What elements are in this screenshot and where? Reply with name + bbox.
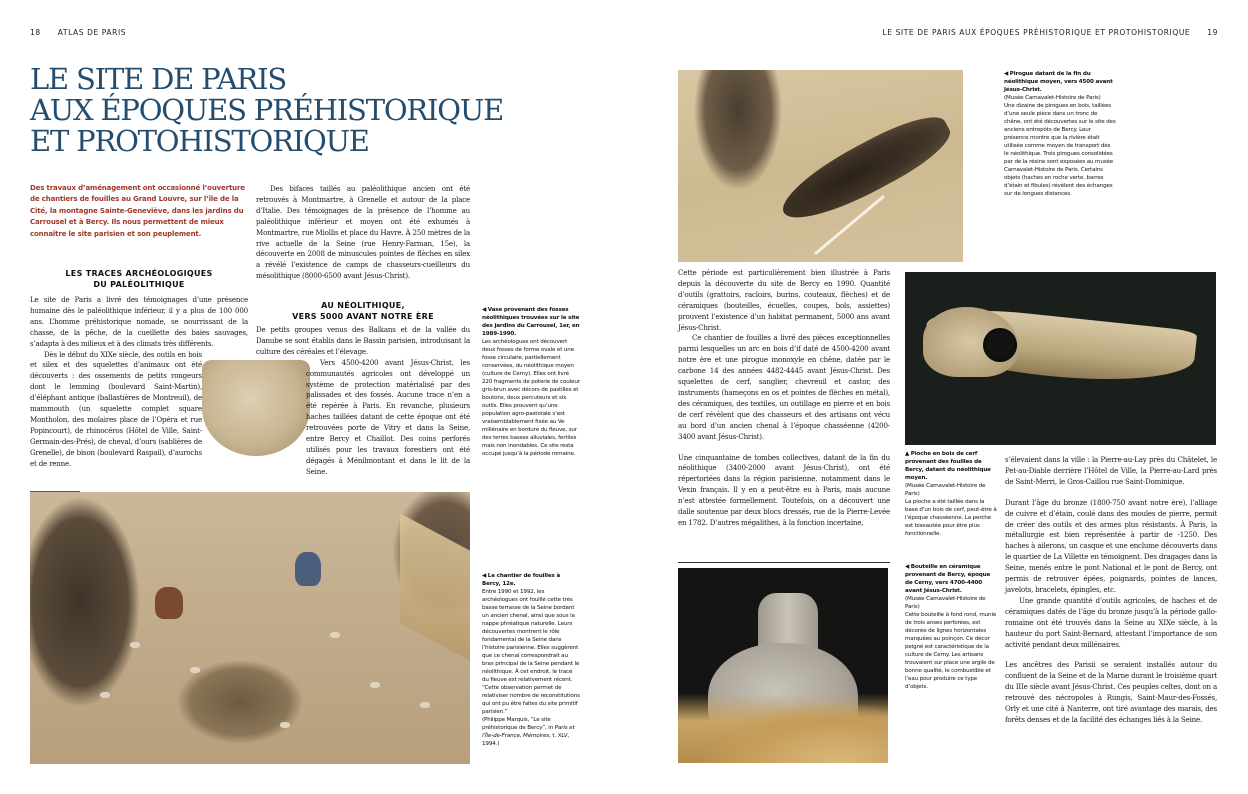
paragraph: Vers 4500-4200 avant Jésus-Christ, les communautés agricoles ont développé un système de protection matérialisé par des palissades et des fossés. Aucune trace n’en a été repérée à Paris. En revanche, plusieurs haches taillées datant de cette époque ont été retrouvées porte de Vitry et dans la Seine, entre Bercy et Chaillot. Des coins perforés utilisés pour les travaux forestiers ont été dégagés à Ménilmontant et dans le lit de la Seine. bbox=[306, 357, 470, 476]
arrow-left-icon: ◀ bbox=[1004, 71, 1009, 77]
page-number-left: 18 bbox=[30, 28, 41, 37]
caption-dig bbox=[482, 572, 580, 748]
paragraph: De petits groupes venus des Balkans et de la vallée du Danube se sont établis dans le Bassin parisien, introduisant la culture des céréales et l’élevage. bbox=[256, 325, 470, 356]
right-folio bbox=[882, 28, 1218, 37]
caption-source bbox=[482, 716, 580, 748]
paragraph: Ce chantier de fouilles a livré des pièces exceptionnelles parmi lesquelles un arc en bois d’if daté de 4500-4200 avant notre ère et une pirogue monoxyle en chêne, datée par le carbone 14 des années 4482-4445 avant Jésus-Christ. Des squelettes de cerf, sanglier, chevreuil et castor, des instruments (hameçons en os et pointes de flèches en métal), des céramiques, des textiles, un outillage en pierre et en bois de cerf révèlent que des chasseurs et des artisans ont vécu au bord d’un ancien chenal à l’époque chasséenne (4200-3400 avant Jésus-Christ). bbox=[678, 333, 890, 441]
caption-heading: Pirogue datant de la fin du néolithique moyen, vers 4500 avant Jésus-Christ. bbox=[1004, 71, 1113, 93]
column-4 bbox=[1005, 455, 1217, 726]
pirogue-shape bbox=[773, 104, 959, 233]
paragraph: Le site de Paris a livré des témoignages d’une présence humaine dès le paléolithique inférieur, il y a plus de 100 000 ans. L’homme préhistorique nomade, se nourrissant de la chasse, de la pêche, de la cueillette des baies sauvages, s’adapta à des milieux et à des climats très différents. bbox=[30, 295, 248, 348]
source-suffix: , t. XLV, 1994.) bbox=[482, 733, 570, 747]
arrow-left-icon: ◀ bbox=[482, 573, 487, 579]
stone bbox=[330, 632, 340, 638]
paragraph: Les ancêtres des Parisii se seraient installés autour du confluent de la Seine et de la Marne durant le troisième quart du IIIe siècle avant Jésus-Christ. Ces peuples celtes, dont on a retrouvé des nécropoles à Rungis, Saint-Maur-des-Fossés, Orly et une cité à Nanterre, ont tiré avantage des marais, des forêts denses et de la facilité des échanges liés à la Seine. bbox=[1005, 660, 1217, 724]
section-heading-neolithique bbox=[256, 300, 470, 322]
running-head-right: LE SITE DE PARIS AUX ÉPOQUES PRÉHISTORIQUE ET PROTOHISTORIQUE bbox=[882, 28, 1191, 37]
page-number-right: 19 bbox=[1207, 28, 1218, 37]
caption-credit: (Musée Carnavalet-Histoire de Paris) bbox=[1004, 95, 1101, 101]
caption-credit: (Musée Carnavalet-Histoire de Paris) bbox=[905, 483, 986, 497]
archaeologist-figure bbox=[155, 587, 183, 619]
page-title bbox=[30, 64, 530, 157]
title-line: ET PROTOHISTORIQUE bbox=[30, 124, 369, 158]
stone bbox=[130, 642, 140, 648]
stone bbox=[370, 682, 380, 688]
column-2-section-2 bbox=[256, 325, 470, 478]
caption-pioche bbox=[905, 450, 997, 538]
shaft-hole bbox=[983, 328, 1017, 362]
caption-text: Entre 1990 et 1992, les archéologues ont fouillé cette très basse terrasse de la Seine bordant un ancien chenal, ainsi que sous la nappe phréatique naturelle. Leurs découvertes montrent le rôle fondamental de la Seine dans l’histoire parisienne. Elles suggèrent que ce chenal correspondrait au bras principal de la Seine pendant le néolithique. À cet endroit, le tracé du fleuve est relativement récent. bbox=[482, 589, 580, 683]
stone bbox=[100, 692, 110, 698]
paragraph: Une cinquantaine de tombes collectives, datant de la fin du néolithique (3400-2000 avant Jésus-Christ), ont été répertoriées dans la région parisienne, notamment dans le Vexin français. Il y en a peut-être eu à Paris, mais aucune n’est attestée formellement. Toutefois, on a découvert une dalle soutenue par deux blocs dressés, rue de la Pierre-Levée en 1782. D’autres mégalithes, à la fonction incertaine, bbox=[678, 452, 890, 527]
stone bbox=[190, 667, 200, 673]
column-divider bbox=[678, 562, 890, 563]
pioche-photo bbox=[905, 272, 1216, 445]
caption-credit: (Musée Carnavalet-Histoire de Paris) bbox=[905, 596, 986, 610]
caption-pirogue bbox=[1004, 70, 1116, 198]
source-prefix: (Philippe Marquis, “Le site préhistorique de Bercy”, in bbox=[482, 717, 555, 731]
section-heading-paleolithique bbox=[30, 268, 248, 290]
column-3 bbox=[678, 268, 890, 529]
bouteille-photo bbox=[678, 568, 888, 763]
source-title: Paris et l’Île-de-France, Mémoires bbox=[482, 725, 575, 739]
heading-line: LES TRACES ARCHÉOLOGIQUES bbox=[65, 269, 213, 278]
heading-line: DU PALÉOLITHIQUE bbox=[93, 280, 185, 289]
heading-line: AU NÉOLITHIQUE, bbox=[321, 301, 405, 310]
lead-paragraph: Des travaux d’aménagement ont occasionné l’ouverture de chantiers de fouilles au Grand Louvre, sur l’île de la Cité, la montagne Sainte-Geneviève, dans les jardins du Carrousel et à Bercy. Ils nous permettent de mieux connaître le site parisien et son peuplement. bbox=[30, 184, 245, 238]
paragraph: Une grande quantité d’outils agricoles, de haches et de céramiques datés de l’âge du bronze jusqu’à la période gallo-romaine ont été trouvés dans la Seine au XIXe siècle, à la hauteur du port Saint-Bernard, attestant l’importance de son activité pendant deux millénaires. bbox=[1005, 595, 1217, 649]
stone bbox=[420, 702, 430, 708]
paragraph: Dès le début du XIXe siècle, des outils en bois et silex et des squelettes d’animaux ont été découverts : des ossements de petits rongeurs dont le lemming (boulevard Saint-Martin), d’éléphant antique (ballastières de Montreuil), de mammouth (un squelette complet square Montholon, des molaires place de l’Opéra et rue Popincourt), de rhinocéros (Hôtel de Ville, Saint-Germain-des-Prés), de cheval, d’ours (sablières de Grenelle), de bison (boulevard Raspail), d’aurochs et de renne. bbox=[30, 349, 202, 468]
sand bbox=[678, 693, 888, 763]
heading-line: VERS 5000 AVANT NOTRE ÈRE bbox=[292, 312, 434, 321]
caption-heading: Pioche en bois de cerf provenant des fouilles de Bercy, datant du néolithique moyen. bbox=[905, 451, 991, 481]
caption-heading: Vase provenant des fosses néolithiques trouvées sur le site des jardins du Carrousel, 1er, en 1989-1990. bbox=[482, 307, 580, 337]
paragraph: Durant l’âge du bronze (1800-750 avant notre ère), l’alliage de cuivre et d’étain, coulé dans des moules de pierre, permit de créer des outils et des armes plus résistants. À Paris, la métallurgie est bien représentée à partir de -1250. Des haches à ailerons, un casque et une enclume découverts dans le quartier de La Villette en témoignent. Des dragages dans la Seine, menés entre le pont National et le pont de Bercy, ont permis de retrouver épées, poignards, pointes de lances, javelots, bracelets, épingles, etc. bbox=[1005, 497, 1218, 594]
caption-text: Cette bouteille à fond rond, munie de trois anses perforées, est décorée de lignes horizontales marquées au poinçon. Ce décor peigné est caractéristique de la culture de Cerny. Les artisans trouvaient sur place une argile de bonne qualité, le combustible et l’eau pour produire ce type d’objets. bbox=[905, 612, 997, 690]
caption-heading: Le chantier de fouilles à Bercy, 12e. bbox=[482, 573, 561, 587]
running-head-left: ATLAS DE PARIS bbox=[57, 28, 127, 37]
caption-quote: “Cette observation permet de relativiser nombre de reconstitutions qui ont pu être faites du site primitif parisien.” bbox=[482, 685, 580, 715]
column-2 bbox=[256, 184, 470, 282]
paragraph: Des bifaces taillés au paléolithique ancien ont été retrouvés à Montmartre, à Grenelle et autour de la place d’Italie. Des témoignages de la présence de l’homme au paléolithique inférieur et moyen ont été exhumés à Montmartre, rue Miollis et place du Havre. À 250 mètres de la rive actuelle de la Seine (rue Henry-Farman, 15e), la découverte en 2008 de minuscules pointes de flèches en silex a révélé l’existence de camps de chasseurs-cueilleurs du mésolithique (8000-6500 avant Jésus-Christ). bbox=[256, 184, 470, 281]
stone bbox=[280, 722, 290, 728]
arrow-left-icon: ◀ bbox=[905, 564, 910, 570]
pirogue-photo bbox=[678, 70, 963, 262]
title-line: AUX ÉPOQUES PRÉHISTORIQUE bbox=[30, 93, 504, 127]
left-folio bbox=[30, 28, 126, 37]
paragraph: s’élevaient dans la ville : la Pierre-au-Lay près du Châtelet, le Pet-au-Diable derrière l’Hôtel de Ville, la Pierre-au-Lard près de Saint-Merri, le Gros-Caillou rue Saint-Dominique. bbox=[1005, 455, 1217, 486]
arrow-up-icon: ▲ bbox=[905, 451, 910, 457]
timber-wall bbox=[400, 513, 470, 660]
caption-text: La pioche a été taillée dans la base d’un bois de cerf, peut-être à l’époque chasséenne. La perche est biseautée pour être plus fonctionnelle. bbox=[905, 499, 997, 537]
arrow-left-icon: ◀ bbox=[482, 307, 487, 313]
caption-bouteille bbox=[905, 563, 997, 691]
caption-text: Les archéologues ont découvert deux fosses de forme ovale et une fosse circulaire, partiellement conservées, du néolithique moyen (culture de Cerny). Elles ont livré 220 fragments de poterie de couleur gris-brun avec décors de pastilles et boutons, deux percuteurs et six outils. Elles prouvent qu’une population agro-pastorale s’est vraisemblablement fixée au Ve millénaire en bordure du fleuve, sur des terres basses alluviales, fertiles mais non inondables. Ce site resta occupé jusqu’à la période romaine. bbox=[482, 339, 580, 457]
caption-text: Une dizaine de pirogues en bois, taillées d’une seule pièce dans un tronc de chêne, ont été découvertes sur le site des anciens entrepôts de Bercy. Leur présence montre que la rivière était utilisée comme moyen de transport dès le néolithique. Trois pirogues consolidées par de la résine sont exposées au musée Carnavalet-Histoire de Paris. Certains objets (haches en roche verte, barres d’étain et fibules) révèlent des échanges sur de longues distances. bbox=[1004, 103, 1116, 197]
archaeologist-figure bbox=[295, 552, 321, 586]
caption-vase bbox=[482, 306, 580, 458]
paragraph: Cette période est particulièrement bien illustrée à Paris depuis la découverte du site de Bercy en 1990. Quantité d’outils (grattoirs, racloirs, burins, couteaux, flèches) et de céramiques (bouteilles, écuelles, coupes, bols, assiettes) prouvent l’existence d’un habitat permanent, 5000 ans avant Jésus-Christ. bbox=[678, 268, 890, 332]
excavation-photo-bercy bbox=[30, 492, 470, 764]
title-line: LE SITE DE PARIS bbox=[30, 62, 287, 96]
caption-heading: Bouteille en céramique provenant de Bercy, époque de Cerny, vers 4700-4400 avant Jésus-Christ. bbox=[905, 564, 991, 594]
